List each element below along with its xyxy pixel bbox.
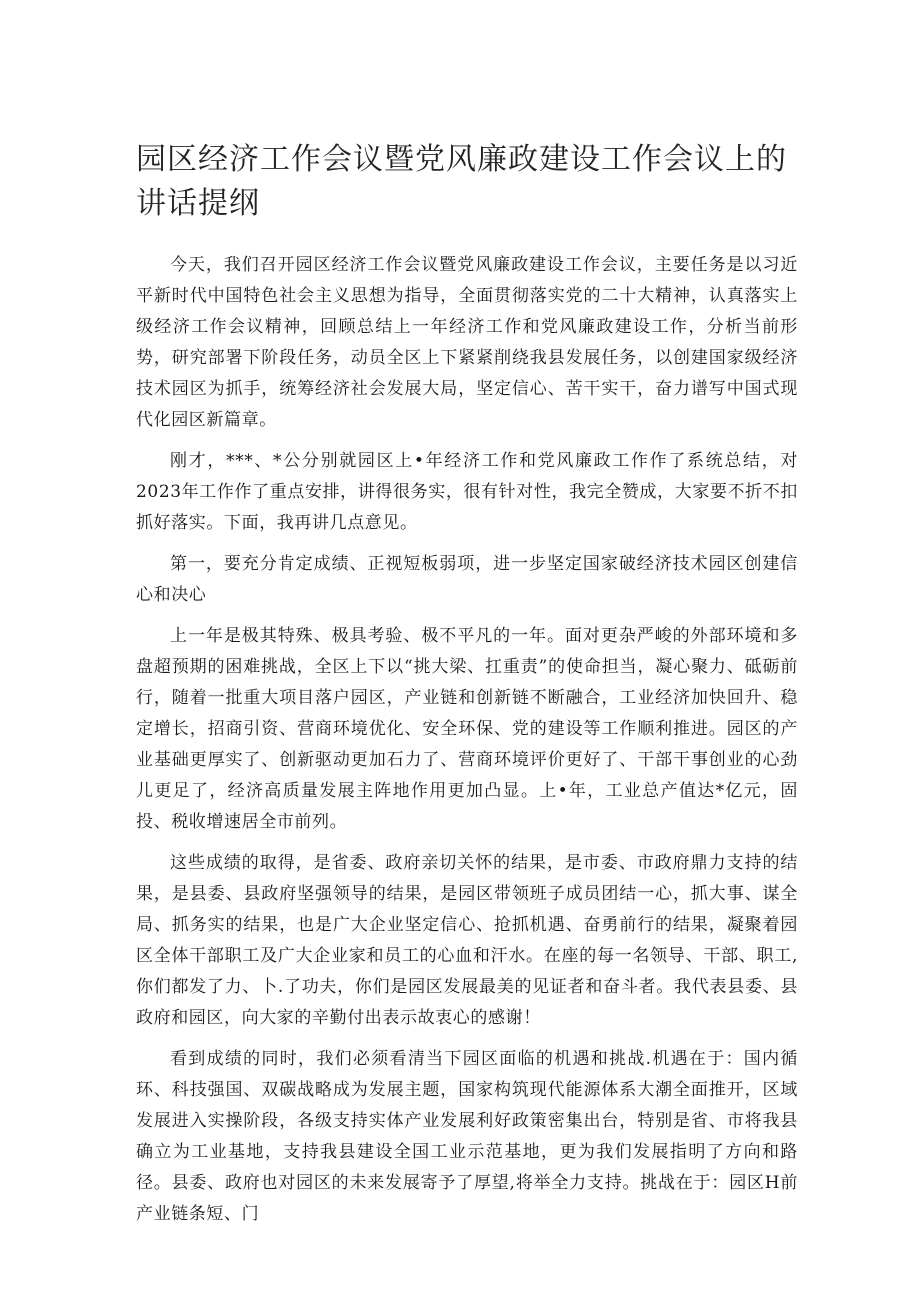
paragraph-acknowledgement: 这些成绩的取得，是省委、政府亲切关怀的结果，是市委、市政府鼎力支持的结果，是县委、县政府坚强领导的结果，是园区带领班子成员团结一心，抓大事、谋全局、抓务实的结果，也是广大企业坚定信心、抢抓机遇、奋勇前行的结果，凝聚着园区全体干部职工及广大企业家和员工的心血和汗水。在座的每一名领导、干部、职工,你们都发了力、卜.了功夫，你们是园区发展最美的见证者和奋斗者。我代表县委、县政府和园区，向大家的辛勤付出表示故衷心的感谢！	[136, 853, 798, 1028]
document-body	[136, 250, 798, 1240]
paragraph-opening: 今天，我们召开园区经济工作会议暨党风廉政建设工作会议，主要任务是以习近平新时代中国特色社会主义思想为指导，全面贯彻落实党的二十大精神，认真落实上级经济工作会议精神，回顾总结上一年经济工作和党风廉政建设工作，分析当前形势，研究部署下阶段任务，动员全区上下紧紧削绕我县发展任务，以创建国家级经济技术园区为抓手，统筹经济社会发展大局，坚定信心、苦干实干，奋力谱写中国式现代化园区新篇章。	[136, 255, 798, 430]
paragraph-response: 刚才，***、*公分别就园区上•年经济工作和党风廉政工作作了系统总结，对2023年工作作了重点安排，讲得很务实，很有针对性，我完全赞成，大家要不折不扣抓好落实。下面，我再讲几点意见。	[136, 451, 798, 533]
section-heading-first: 第一，要充分肯定成绩、正视短板弱项，进一步坚定国家破经济技术园区创建信心和决心	[136, 554, 798, 605]
paragraph-achievements: 上一年是极其特殊、极具考验、极不平凡的一年。面对更杂严峻的外部环境和多盘超预期的困难挑战，全区上下以“挑大梁、扛重责”的使命担当，凝心聚力、砥砺前行，随着一批重大项目落户园区，产业链和创新链不断融合，工业经济加快回升、稳定增长，招商引资、营商环境优化、安全环保、党的建设等工作顺利推进。园区的产业基础更厚实了、创新驱动更加石力了、营商环境评价更好了、干部干事创业的心劲儿更足了，经济高质量发展主阵地作用更加凸显。上•年，工业总产值达*亿元，固投、税收增速居全市前列。	[136, 626, 798, 832]
paragraph-opportunities: 看到成绩的同时，我们必须看清当下园区面临的机遇和挑战.机遇在于：国内循环、科技强国、双碳战略成为发展主题，国家构筑现代能源体系大潮全面推开，区域发展进入实操阶段，各级支持实体产业发展利好政策密集出台，特别是省、市将我县确立为工业基地，支持我县建设全国工业示范基地，更为我们发展指明了方向和路径。县委、政府也对园区的未来发展寄予了厚望,将举全力支持。挑战在于：园区H前产业链条短、门	[136, 1049, 798, 1224]
document-title: 园区经济工作会议暨党风廉政建设工作会议上的讲话提纲	[136, 142, 787, 221]
